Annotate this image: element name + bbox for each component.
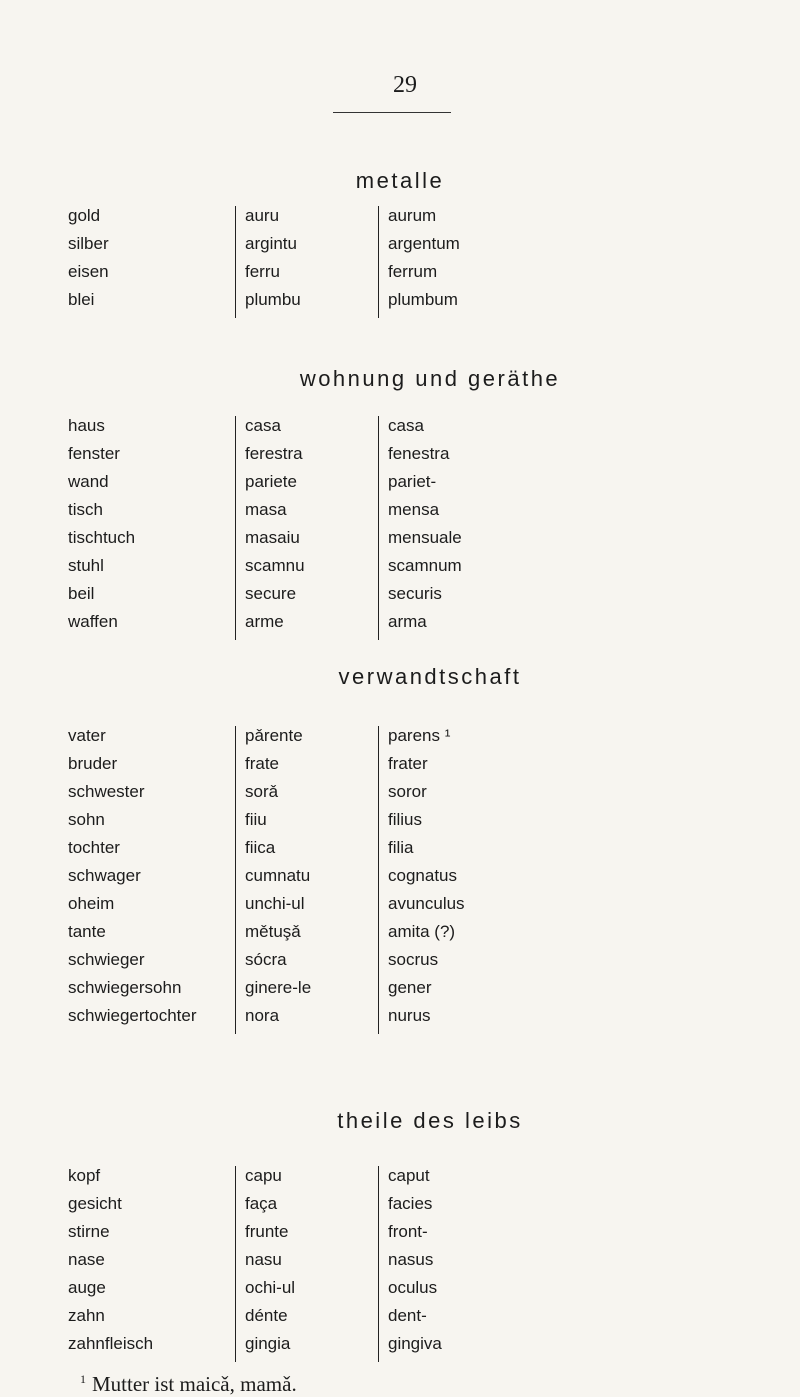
german-word: schwiegersohn: [68, 978, 182, 997]
latin-word: caput: [388, 1166, 430, 1185]
latin-word: casa: [388, 416, 424, 435]
table-row: [0, 500, 800, 528]
romanian-word: masa: [245, 500, 287, 519]
german-word: oheim: [68, 894, 115, 913]
latin-word: oculus: [388, 1278, 438, 1297]
german-word: vater: [68, 726, 106, 745]
table-row: [0, 978, 800, 1006]
table-row: [0, 444, 800, 472]
romanian-word: ginere-le: [245, 978, 312, 997]
latin-word: scamnum: [388, 556, 462, 575]
romanian-word: secure: [245, 584, 297, 603]
german-word: sohn: [68, 810, 105, 829]
romanian-word: fiiu: [245, 810, 267, 829]
german-word: kopf: [68, 1166, 101, 1185]
table-row: [0, 866, 800, 894]
latin-word: ferrum: [388, 262, 438, 281]
table-row: [0, 1250, 800, 1278]
table-row: [0, 1222, 800, 1250]
section-title: verwandtschaft: [338, 664, 522, 689]
table-row: [0, 754, 800, 782]
table-row: [0, 290, 800, 318]
table-row: [0, 206, 800, 234]
german-word: tante: [68, 922, 106, 941]
romanian-word: scamnu: [245, 556, 305, 575]
romanian-word: mětuşǎ: [245, 922, 301, 941]
romanian-word: frunte: [245, 1222, 289, 1241]
table-row: [0, 1334, 800, 1362]
german-word: tisch: [68, 500, 103, 519]
german-word: beil: [68, 584, 95, 603]
romanian-word: sócra: [245, 950, 287, 969]
german-word: tischtuch: [68, 528, 136, 547]
romanian-word: fiica: [245, 838, 276, 857]
latin-word: pariet-: [388, 472, 437, 491]
romanian-word: nora: [245, 1006, 280, 1025]
table-row: [0, 416, 800, 444]
latin-word: gener: [388, 978, 432, 997]
table-row: [0, 556, 800, 584]
table-row: [0, 1166, 800, 1194]
latin-word: nasus: [388, 1250, 434, 1269]
german-word: zahn: [68, 1306, 105, 1325]
table-row: [0, 472, 800, 500]
latin-word: nurus: [388, 1006, 431, 1025]
table-row: [0, 894, 800, 922]
latin-word: cognatus: [388, 866, 457, 885]
section-title: theile des leibs: [337, 1108, 523, 1133]
latin-word: avunculus: [388, 894, 465, 913]
latin-word: socrus: [388, 950, 439, 969]
latin-word: filius: [388, 810, 423, 829]
latin-word: facies: [388, 1194, 433, 1213]
latin-word: plumbum: [388, 290, 458, 309]
latin-word: dent-: [388, 1306, 427, 1325]
german-word: zahnfleisch: [68, 1334, 154, 1353]
table-row: [0, 1278, 800, 1306]
romanian-word: ochi-ul: [245, 1278, 296, 1297]
romanian-word: plumbu: [245, 290, 301, 309]
table-row: [0, 584, 800, 612]
romanian-word: arme: [245, 612, 284, 631]
romanian-word: gingia: [245, 1334, 291, 1353]
page-number: 29: [393, 72, 417, 98]
romanian-word: nasu: [245, 1250, 282, 1269]
table-row: [0, 950, 800, 978]
german-word: gesicht: [68, 1194, 122, 1213]
german-word: gold: [68, 206, 101, 225]
table-row: [0, 726, 800, 754]
romanian-word: unchi-ul: [245, 894, 305, 913]
german-word: fenster: [68, 444, 120, 463]
table-row: [0, 528, 800, 556]
romanian-word: masaiu: [245, 528, 300, 547]
german-word: silber: [68, 234, 109, 253]
section-title: wohnung und geräthe: [299, 366, 561, 391]
german-word: bruder: [68, 754, 118, 773]
latin-word: filia: [388, 838, 414, 857]
latin-word: front-: [388, 1222, 428, 1241]
romanian-word: pariete: [245, 472, 297, 491]
latin-word: mensa: [388, 500, 440, 519]
footnote: [80, 1372, 297, 1397]
romanian-word: sorǎ: [245, 782, 279, 801]
romanian-word: faça: [245, 1194, 278, 1213]
footnote-marker: 1: [80, 1372, 86, 1386]
romanian-word: casa: [245, 416, 281, 435]
latin-word: frater: [388, 754, 428, 773]
romanian-word: cumnatu: [245, 866, 311, 885]
latin-word: soror: [388, 782, 427, 801]
latin-word: arma: [388, 612, 427, 631]
table-row: [0, 838, 800, 866]
romanian-word: auru: [245, 206, 280, 225]
footnote-text: Mutter ist maicǎ, mamǎ.: [92, 1372, 297, 1396]
german-word: eisen: [68, 262, 109, 281]
latin-word: fenestra: [388, 444, 450, 463]
table-row: [0, 782, 800, 810]
romanian-word: capu: [245, 1166, 282, 1185]
romanian-word: ferru: [245, 262, 280, 281]
german-word: auge: [68, 1278, 106, 1297]
german-word: schwester: [68, 782, 145, 801]
german-word: stirne: [68, 1222, 110, 1241]
latin-word: parens ¹: [388, 726, 451, 745]
german-word: schwager: [68, 866, 141, 885]
german-word: nase: [68, 1250, 105, 1269]
german-word: waffen: [68, 612, 118, 631]
latin-word: mensuale: [388, 528, 462, 547]
table-row: [0, 922, 800, 950]
table-row: [0, 810, 800, 838]
header-rule: [333, 112, 451, 113]
german-word: haus: [68, 416, 105, 435]
romanian-word: dénte: [245, 1306, 288, 1325]
romanian-word: pǎrente: [245, 726, 303, 745]
section-title: metalle: [355, 168, 445, 193]
latin-word: amita (?): [388, 922, 456, 941]
latin-word: securis: [388, 584, 442, 603]
romanian-word: ferestra: [245, 444, 303, 463]
german-word: stuhl: [68, 556, 104, 575]
german-word: tochter: [68, 838, 120, 857]
german-word: blei: [68, 290, 95, 309]
latin-word: argentum: [388, 234, 460, 253]
table-row: [0, 262, 800, 290]
german-word: schwiegertochter: [68, 1006, 197, 1025]
romanian-word: argintu: [245, 234, 297, 253]
table-row: [0, 1194, 800, 1222]
table-row: [0, 612, 800, 640]
table-row: [0, 1006, 800, 1034]
german-word: wand: [68, 472, 109, 491]
romanian-word: frate: [245, 754, 280, 773]
table-row: [0, 1306, 800, 1334]
table-row: [0, 234, 800, 262]
german-word: schwieger: [68, 950, 145, 969]
latin-word: gingiva: [388, 1334, 442, 1353]
latin-word: aurum: [388, 206, 437, 225]
